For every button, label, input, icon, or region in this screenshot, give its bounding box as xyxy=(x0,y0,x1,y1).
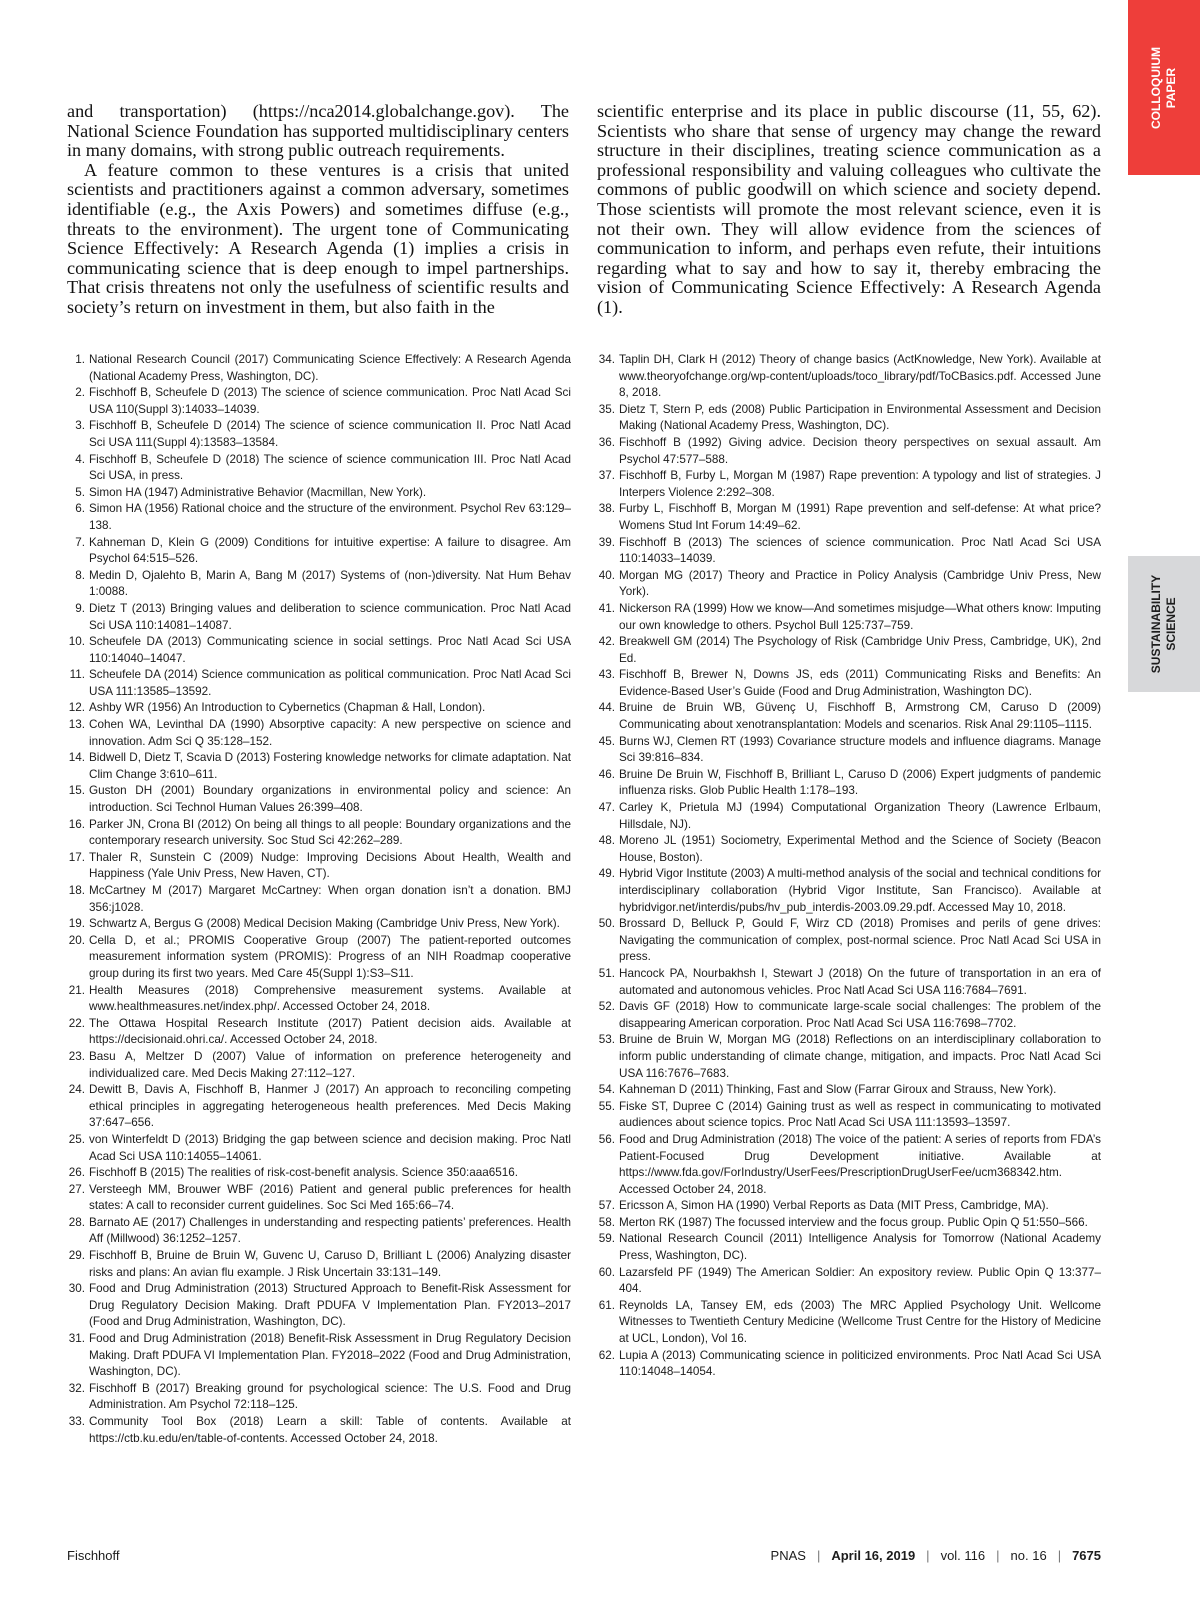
reference-number: 54. xyxy=(598,1083,615,1097)
reference-item xyxy=(67,750,571,783)
reference-number: 35. xyxy=(598,402,615,416)
sustainability-science-label xyxy=(1149,575,1179,673)
reference-item xyxy=(597,916,1101,966)
reference-text: Furby L, Fischhoff B, Morgan M (1991) Rape prevention and self-defense: At what price? Womens Stud Int Forum 14:49–62. xyxy=(619,502,1101,532)
reference-item xyxy=(67,1331,571,1381)
sustainability-science-tab xyxy=(1128,556,1200,692)
reference-text: Fischhoff B, Scheufele D (2013) The science of science communication. Proc Natl Acad Sci USA 110(Suppl 3):14033–14039. xyxy=(89,386,571,416)
body-paragraph: and transportation) (https://nca2014.globalchange.gov). The National Science Foundation has supported multidisciplinary centers in many domains, with strong public outreach requirements. xyxy=(67,101,569,161)
reference-text: Moreno JL (1951) Sociometry, Experimental Method and the Science of Society (Beacon House, Boston). xyxy=(619,834,1101,864)
reference-text: The Ottawa Hospital Research Institute (2017) Patient decision aids. Available at https://decisionaid.ohri.ca/. Accessed October 24, 2018. xyxy=(89,1016,571,1047)
reference-text: Medin D, Ojalehto B, Marin A, Bang M (2017) Systems of (non-)diversity. Nat Hum Behav 1:0088. xyxy=(89,568,571,599)
reference-item xyxy=(597,352,1101,402)
reference-text: Guston DH (2001) Boundary organizations in environmental policy and science: An introduction. Sci Technol Human Values 26:399–408. xyxy=(89,784,571,815)
reference-text: Lazarsfeld PF (1949) The American Soldier: An expository review. Public Opin Q 13:377–404. xyxy=(619,1265,1101,1296)
reference-text: Parker JN, Crona BI (2012) On being all things to all people: Boundary organizations and the contemporary research university. Soc Stud Sci 42:262–289. xyxy=(89,817,571,848)
reference-text: Fischhoff B, Brewer N, Downs JS, eds (2011) Communicating Risks and Benefits: An Evidence-Based User’s Guide (Food and Drug Administration, Washington DC). xyxy=(619,668,1101,698)
reference-number: 23. xyxy=(68,1049,85,1063)
reference-text: Hancock PA, Nourbakhsh I, Stewart J (2018) On the future of transportation in an era of automated and autonomous vehicles. Proc Natl Acad Sci USA 116:7684–7691. xyxy=(619,966,1101,997)
reference-item xyxy=(597,667,1101,700)
references-list-right xyxy=(597,352,1101,1381)
reference-number: 21. xyxy=(68,983,85,997)
reference-number: 27. xyxy=(68,1182,85,1196)
reference-text: von Winterfeldt D (2013) Bridging the gap between science and decision making. Proc Natl Acad Sci USA 110:14055–14061. xyxy=(89,1132,571,1163)
reference-number: 22. xyxy=(68,1016,85,1030)
reference-item xyxy=(67,418,571,451)
reference-number: 34. xyxy=(598,353,615,366)
reference-item xyxy=(67,1182,571,1215)
reference-number: 46. xyxy=(598,767,615,781)
footer-page-number: 7675 xyxy=(1072,1548,1101,1563)
reference-number: 5. xyxy=(75,485,85,499)
body-paragraph: A feature common to these ventures is a crisis that united scientists and practitioners against a common adversary, sometimes identifiable (e.g., the Axis Powers) and sometimes diffuse (e.g., threats to the environment). The urgent tone of Communicating Science Effectively: A Research Agenda (1) implies a crisis in communicating science that is deep enough to impel partnerships. That crisis threatens not only the usefulness of scientific results and society’s return on investment in them, but also faith in the xyxy=(67,159,569,317)
reference-number: 20. xyxy=(68,933,85,947)
reference-number: 43. xyxy=(598,668,615,682)
reference-item xyxy=(67,1215,571,1248)
reference-text: National Research Council (2017) Communicating Science Effectively: A Research Agenda (National Academy Press, Washington, DC). xyxy=(89,353,571,383)
reference-text: McCartney M (2017) Margaret McCartney: When organ donation isn’t a donation. BMJ 356:j1028. xyxy=(89,884,571,914)
reference-text: Community Tool Box (2018) Learn a skill: Table of contents. Available at https://ctb.ku.edu/en/table-of-contents. Accessed October 24, 2018. xyxy=(89,1415,571,1445)
reference-number: 3. xyxy=(75,419,85,433)
reference-text: Fischhoff B (2015) The realities of risk-cost-benefit analysis. Science 350:aaa6516. xyxy=(89,1166,518,1180)
reference-number: 13. xyxy=(68,718,85,732)
reference-text: Fischhoff B, Furby L, Morgan M (1987) Rape prevention: A typology and list of strategies. J Interpers Violence 2:292–308. xyxy=(619,469,1101,499)
reference-number: 19. xyxy=(68,917,85,931)
reference-number: 59. xyxy=(598,1232,615,1246)
reference-number: 4. xyxy=(75,452,85,466)
reference-item xyxy=(597,535,1101,568)
reference-item xyxy=(597,734,1101,767)
body-paragraph: scientific enterprise and its place in public discourse (11, 55, 62). Scientists who share that sense of urgency may change the reward structure in their disciplines, treating science communication as a professional responsibility and valuing colleagues who cultivate the commons of public goodwill on which science and society depend. Those scientists will promote the most relevant science, even it is not their own. They will allow evidence from the sciences of communication to inform, and perhaps even refute, their intuitions regarding what to say and how to say it, thereby embracing the vision of Communicating Science Effectively: A Research Agenda (1). xyxy=(597,101,1101,317)
reference-number: 11. xyxy=(69,668,85,682)
reference-item xyxy=(597,833,1101,866)
reference-text: Breakwell GM (2014) The Psychology of Risk (Cambridge Univ Press, Cambridge, UK), 2nd Ed. xyxy=(619,635,1101,665)
reference-text: Basu A, Meltzer D (2007) Value of information on preference heterogeneity and individualized care. Med Decis Making 27:112–127. xyxy=(89,1049,571,1080)
reference-text: Carley K, Prietula MJ (1994) Computational Organization Theory (Lawrence Erlbaum, Hillsdale, NJ). xyxy=(619,801,1101,831)
reference-text: Taplin DH, Clark H (2012) Theory of change basics (ActKnowledge, New York). Available at www.theoryofchange.org/wp-content/uploads/toco_library/pdf/ToCBasics.pdf. Accessed June 8, 2018. xyxy=(619,353,1101,400)
reference-item xyxy=(67,501,571,534)
reference-item xyxy=(597,435,1101,468)
reference-item xyxy=(67,717,571,750)
reference-number: 56. xyxy=(598,1132,615,1146)
reference-number: 7. xyxy=(75,535,85,549)
reference-text: Davis GF (2018) How to communicate large-scale social challenges: The problem of the disappearing American corporation. Proc Natl Acad Sci USA 116:7698–7702. xyxy=(619,1000,1101,1030)
reference-number: 45. xyxy=(598,734,615,748)
reference-item xyxy=(597,468,1101,501)
reference-number: 58. xyxy=(598,1215,615,1229)
reference-text: Scheufele DA (2013) Communicating science in social settings. Proc Natl Acad Sci USA 110:14040–14047. xyxy=(89,635,571,665)
reference-text: Schwartz A, Bergus G (2008) Medical Decision Making (Cambridge Univ Press, New York). xyxy=(89,917,560,931)
reference-text: Fischhoff B, Scheufele D (2014) The science of science communication II. Proc Natl Acad Sci USA 111(Suppl 4):13583–13584. xyxy=(89,419,571,449)
reference-item xyxy=(67,817,571,850)
reference-text: Brossard D, Belluck P, Gould F, Wirz CD (2018) Promises and perils of gene drives: Navigating the communication of complex, post-normal science. Proc Natl Acad Sci USA in press. xyxy=(619,917,1101,964)
reference-item xyxy=(67,983,571,1016)
footer-author: Fischhoff xyxy=(67,1548,120,1563)
reference-number: 53. xyxy=(598,1033,615,1047)
reference-item xyxy=(67,1414,571,1447)
reference-number: 44. xyxy=(598,701,615,715)
reference-number: 15. xyxy=(68,784,85,798)
reference-text: Food and Drug Administration (2013) Structured Approach to Benefit-Risk Assessment for Drug Regulatory Decision Making. Draft PDUFA V Implementation Plan. FY2013–2017 (Food and Drug Administration, Washington, DC). xyxy=(89,1282,571,1329)
reference-number: 30. xyxy=(68,1282,85,1296)
reference-number: 8. xyxy=(75,568,85,582)
reference-item xyxy=(67,1082,571,1132)
reference-number: 38. xyxy=(598,502,615,516)
reference-text: Bruine de Bruin W, Morgan MG (2018) Reflections on an interdisciplinary collaboration to inform public understanding of climate change, mitigation, and impacts. Proc Natl Acad Sci USA 116:7676–7683. xyxy=(619,1033,1101,1080)
reference-item xyxy=(597,800,1101,833)
footer-separator: | xyxy=(996,1548,1000,1563)
reference-item xyxy=(597,700,1101,733)
reference-item xyxy=(597,568,1101,601)
reference-number: 14. xyxy=(68,751,85,765)
reference-text: Nickerson RA (1999) How we know—And sometimes misjudge—What others know: Imputing our own knowledge to others. Psychol Bull 125:737–759. xyxy=(619,601,1101,632)
reference-number: 48. xyxy=(598,834,615,848)
reference-number: 42. xyxy=(598,635,615,649)
reference-text: Cohen WA, Levinthal DA (1990) Absorptive capacity: A new perspective on science and innovation. Adm Sci Q 35:128–152. xyxy=(89,718,571,748)
reference-item xyxy=(67,1281,571,1331)
footer-separator: | xyxy=(816,1548,821,1563)
reference-number: 57. xyxy=(598,1199,615,1213)
reference-item xyxy=(597,634,1101,667)
colloquium-paper-tab xyxy=(1128,0,1200,175)
reference-text: Bidwell D, Dietz T, Scavia D (2013) Fostering knowledge networks for climate adaptation. Nat Clim Change 3:610–611. xyxy=(89,751,571,781)
reference-item xyxy=(67,1381,571,1414)
reference-text: Thaler R, Sunstein C (2009) Nudge: Improving Decisions About Health, Wealth and Happiness (Yale Univ Press, New Haven, CT). xyxy=(89,850,571,881)
reference-number: 52. xyxy=(598,1000,615,1014)
reference-number: 16. xyxy=(68,817,85,831)
reference-item xyxy=(67,385,571,418)
reference-number: 6. xyxy=(75,502,85,516)
reference-item xyxy=(597,601,1101,634)
reference-text: Burns WJ, Clemen RT (1993) Covariance structure models and influence diagrams. Manage Sci 39:816–834. xyxy=(619,734,1101,765)
reference-item xyxy=(67,850,571,883)
reference-item xyxy=(67,1132,571,1165)
reference-text: Food and Drug Administration (2018) Benefit-Risk Assessment in Drug Regulatory Decision Making. Draft PDUFA VI Implementation Plan. FY2018–2022 (Food and Drug Administration, Washington, DC). xyxy=(89,1332,571,1379)
reference-text: Simon HA (1956) Rational choice and the structure of the environment. Psychol Rev 63:129–138. xyxy=(89,502,571,532)
reference-number: 26. xyxy=(68,1166,85,1180)
reference-number: 60. xyxy=(598,1265,615,1279)
reference-item xyxy=(597,1231,1101,1264)
footer-separator: | xyxy=(926,1548,930,1563)
reference-item xyxy=(597,1099,1101,1132)
references-list-left xyxy=(67,352,571,1447)
reference-text: Kahneman D, Klein G (2009) Conditions for intuitive expertise: A failure to disagree. Am Psychol 64:515–526. xyxy=(89,535,571,566)
reference-text: Bruine de Bruin WB, Güvenç U, Fischhoff B, Armstrong CM, Caruso D (2009) Communicating about xenotransplantation: Models and scenarios. Risk Anal 29:1105–1115. xyxy=(619,701,1101,732)
footer-date: April 16, 2019 xyxy=(831,1548,916,1563)
reference-text: Fischhoff B (2013) The sciences of science communication. Proc Natl Acad Sci USA 110:14033–14039. xyxy=(619,535,1101,566)
reference-text: Fischhoff B (2017) Breaking ground for psychological science: The U.S. Food and Drug Administration. Am Psychol 72:118–125. xyxy=(89,1381,571,1412)
reference-text: Morgan MG (2017) Theory and Practice in Policy Analysis (Cambridge Univ Press, New York). xyxy=(619,568,1101,599)
reference-number: 51. xyxy=(598,966,615,980)
footer-volume: vol. 116 xyxy=(940,1548,986,1563)
reference-number: 1. xyxy=(75,353,85,366)
reference-number: 25. xyxy=(68,1132,85,1146)
reference-number: 17. xyxy=(68,850,85,864)
reference-text: Fischhoff B, Scheufele D (2018) The science of science communication III. Proc Natl Acad Sci USA, in press. xyxy=(89,452,571,483)
body-column-right xyxy=(597,102,1101,318)
reference-item xyxy=(67,535,571,568)
reference-number: 37. xyxy=(598,469,615,483)
reference-text: Dewitt B, Davis A, Fischhoff B, Hanmer J (2017) An approach to reconciling competing ethical principles in aggregating heterogeneous health preferences. Med Decis Making 37:647–656. xyxy=(89,1083,571,1130)
footer-issue: no. 16 xyxy=(1010,1548,1047,1563)
reference-item xyxy=(597,1032,1101,1082)
reference-text: Versteegh MM, Brouwer WBF (2016) Patient and general public preferences for health states: A call to reconsider current guidelines. Soc Sci Med 165:66–74. xyxy=(89,1182,571,1213)
tab-middle-line-2: SCIENCE xyxy=(1164,597,1179,651)
reference-text: National Research Council (2011) Intelligence Analysis for Tomorrow (National Academy Press, Washington, DC). xyxy=(619,1232,1101,1263)
reference-number: 33. xyxy=(68,1415,85,1428)
reference-text: Lupia A (2013) Communicating science in politicized environments. Proc Natl Acad Sci USA 110:14048–14054. xyxy=(619,1348,1101,1379)
reference-text: Scheufele DA (2014) Science communication as political communication. Proc Natl Acad Sci USA 111:13585–13592. xyxy=(89,668,571,698)
reference-number: 47. xyxy=(598,801,615,815)
reference-item xyxy=(67,933,571,983)
tab-middle-line-1: SUSTAINABILITY xyxy=(1149,574,1164,674)
reference-text: Cella D, et al.; PROMIS Cooperative Group (2007) The patient-reported outcomes measurement information system (PROMIS): Progress of an NIH Roadmap cooperative group during its first two years. Med Care 45(Suppl 1):S3–S11. xyxy=(89,933,571,980)
reference-number: 40. xyxy=(598,568,615,582)
reference-number: 2. xyxy=(75,386,85,400)
reference-item xyxy=(67,634,571,667)
reference-item xyxy=(597,1132,1101,1198)
reference-number: 28. xyxy=(68,1215,85,1229)
reference-number: 9. xyxy=(75,601,85,615)
reference-number: 41. xyxy=(598,601,615,615)
tab-top-line-2: PAPER xyxy=(1164,67,1178,108)
reference-text: Ericsson A, Simon HA (1990) Verbal Reports as Data (MIT Press, Cambridge, MA). xyxy=(619,1199,1049,1213)
reference-number: 24. xyxy=(68,1083,85,1097)
reference-text: Bruine De Bruin W, Fischhoff B, Brilliant L, Caruso D (2006) Expert judgments of pandemic influenza risks. Glob Public Health 1:178–193. xyxy=(619,767,1101,798)
reference-item xyxy=(597,966,1101,999)
reference-item xyxy=(597,1348,1101,1381)
reference-text: Health Measures (2018) Comprehensive measurement systems. Available at www.healthmeasures.net/index.php/. Accessed October 24, 2018. xyxy=(89,983,571,1014)
reference-text: Barnato AE (2017) Challenges in understanding and respecting patients’ preferences. Health Aff (Millwood) 36:1252–1257. xyxy=(89,1215,571,1246)
reference-text: Food and Drug Administration (2018) The voice of the patient: A series of reports from FDA’s Patient-Focused Drug Development initiative. Available at https://www.fda.gov/ForIndustry/UserFees/PrescriptionDrugUserFee/ucm368342.htm. Accessed October 24, 2018. xyxy=(619,1132,1101,1196)
reference-item xyxy=(597,999,1101,1032)
reference-item xyxy=(597,501,1101,534)
body-column-left xyxy=(67,102,569,318)
reference-item xyxy=(597,1298,1101,1348)
reference-text: Simon HA (1947) Administrative Behavior (Macmillan, New York). xyxy=(89,485,427,499)
reference-text: Fiske ST, Dupree C (2014) Gaining trust as well as respect in communicating to motivated audiences about science topics. Proc Natl Acad Sci USA 111:13593–13597. xyxy=(619,1099,1101,1130)
reference-number: 31. xyxy=(68,1332,85,1346)
reference-item xyxy=(597,866,1101,916)
tab-top-line-1: COLLOQUIUM xyxy=(1149,46,1163,129)
reference-item xyxy=(67,1248,571,1281)
reference-number: 50. xyxy=(598,917,615,931)
reference-text: Dietz T, Stern P, eds (2008) Public Participation in Environmental Assessment and Decision Making (National Academy Press, Washington, DC). xyxy=(619,402,1101,433)
reference-number: 18. xyxy=(68,884,85,897)
reference-text: Dietz T (2013) Bringing values and deliberation to science communication. Proc Natl Acad Sci USA 110:14081–14087. xyxy=(89,601,571,632)
reference-text: Reynolds LA, Tansey EM, eds (2003) The MRC Applied Psychology Unit. Wellcome Witnesses to Twentieth Century Medicine (Wellcome Trust Centre for the History of Medicine at UCL, London), Vol 16. xyxy=(619,1298,1101,1346)
footer-separator: | xyxy=(1057,1548,1062,1563)
reference-number: 39. xyxy=(598,535,615,549)
reference-number: 49. xyxy=(598,867,615,881)
reference-item xyxy=(67,1016,571,1049)
reference-number: 61. xyxy=(598,1298,615,1312)
reference-item xyxy=(597,1198,1101,1215)
reference-text: Ashby WR (1956) An Introduction to Cybernetics (Chapman & Hall, London). xyxy=(89,701,486,715)
reference-item xyxy=(67,783,571,816)
reference-number: 36. xyxy=(598,435,615,449)
reference-number: 62. xyxy=(598,1348,615,1362)
reference-item xyxy=(597,1082,1101,1099)
footer-journal: PNAS xyxy=(770,1548,806,1563)
reference-text: Merton RK (1987) The focussed interview and the focus group. Public Opin Q 51:550–566. xyxy=(619,1215,1088,1229)
reference-number: 32. xyxy=(68,1381,85,1395)
reference-text: Kahneman D (2011) Thinking, Fast and Slow (Farrar Giroux and Strauss, New York). xyxy=(619,1083,1057,1097)
reference-item xyxy=(597,767,1101,800)
reference-item xyxy=(67,1165,571,1182)
reference-text: Fischhoff B, Bruine de Bruin W, Guvenc U, Caruso D, Brilliant L (2006) Analyzing disaster risks and plans: An avian flu example. J Risk Uncertain 33:131–149. xyxy=(89,1249,571,1279)
reference-item xyxy=(67,883,571,916)
reference-item xyxy=(597,1215,1101,1232)
reference-item xyxy=(67,601,571,634)
reference-item xyxy=(597,1265,1101,1298)
reference-number: 10. xyxy=(68,635,85,649)
reference-item xyxy=(67,700,571,717)
reference-item xyxy=(67,667,571,700)
reference-text: Hybrid Vigor Institute (2003) A multi-method analysis of the social and technical conditions for interdisciplinary collaboration (Hybrid Vigor Institute, San Francisco). Available at hybridvigor.net/interdis/pubs/hv_pub_interdis-2003.09.29.pdf. Accessed May 10, 2018. xyxy=(619,867,1101,914)
reference-number: 29. xyxy=(68,1249,85,1263)
footer-citation xyxy=(771,1548,1101,1563)
reference-item xyxy=(597,402,1101,435)
reference-item xyxy=(67,568,571,601)
reference-number: 55. xyxy=(598,1099,615,1113)
reference-item xyxy=(67,916,571,933)
reference-item xyxy=(67,1049,571,1082)
reference-item xyxy=(67,485,571,502)
reference-text: Fischhoff B (1992) Giving advice. Decision theory perspectives on sexual assault. Am Psychol 47:577–588. xyxy=(619,435,1101,466)
reference-item xyxy=(67,452,571,485)
colloquium-paper-label xyxy=(1149,47,1179,129)
reference-number: 12. xyxy=(68,701,85,715)
reference-item xyxy=(67,352,571,385)
